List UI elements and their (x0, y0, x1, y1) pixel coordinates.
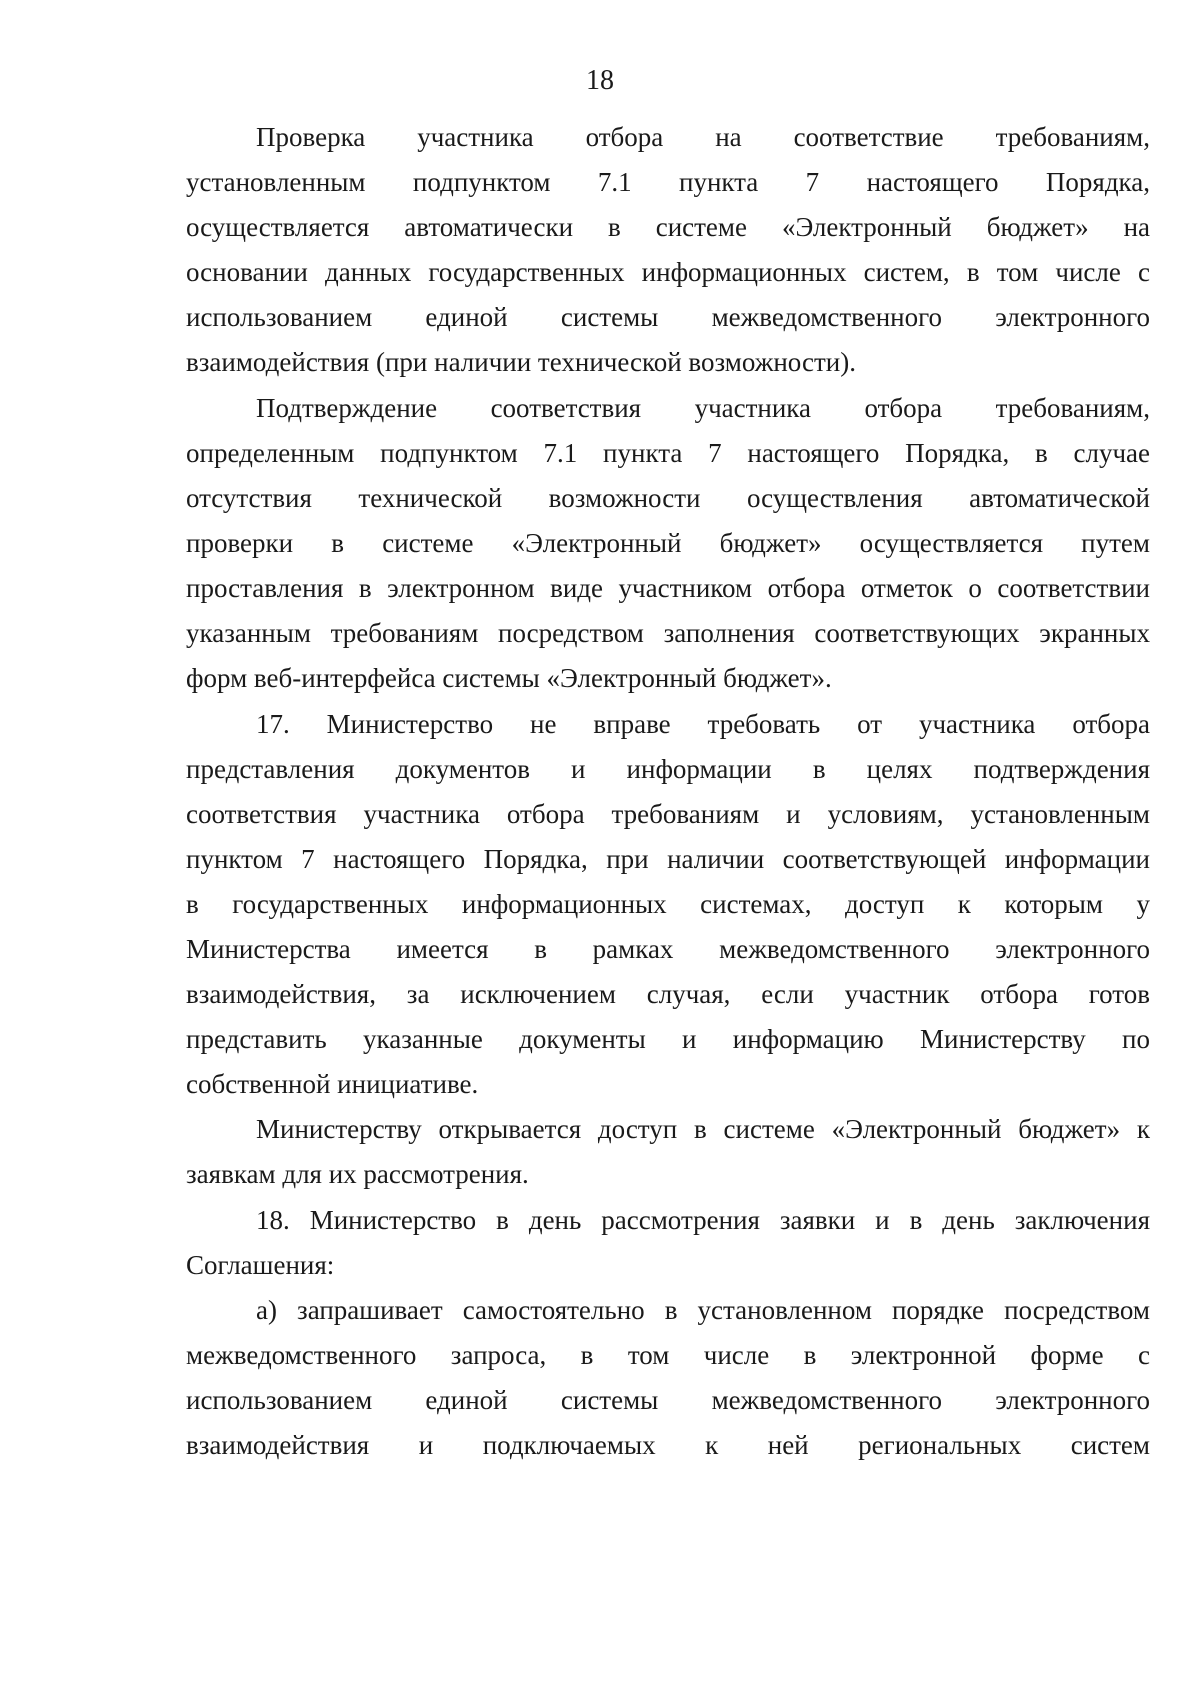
text-line: взаимодействия (при наличии технической возможности). (186, 347, 856, 377)
text-line: взаимодействия и подключаемых к ней региональных систем (186, 1430, 1150, 1460)
text-line: Министерству открывается доступ в системе «Электронный бюджет» к (256, 1114, 1150, 1144)
text-line: отсутствия технической возможности осуществления автоматической (186, 483, 1150, 513)
text-line: Соглашения: (186, 1250, 335, 1280)
text-line: в государственных информационных системах, доступ к которым у (186, 889, 1150, 919)
text-line: а) запрашивает самостоятельно в установленном порядке посредством (256, 1295, 1150, 1325)
text-line: проставления в электронном виде участником отбора отметок о соответствии (186, 573, 1150, 603)
text-line: проверки в системе «Электронный бюджет» осуществляется путем (186, 528, 1150, 558)
text-line: осуществляется автоматически в системе «Электронный бюджет» на (186, 212, 1150, 242)
text-line: межведомственного запроса, в том числе в электронной форме с (186, 1340, 1150, 1370)
text-line: взаимодействия, за исключением случая, если участник отбора готов (186, 979, 1150, 1009)
text-line: установленным подпунктом 7.1 пункта 7 настоящего Порядка, (186, 167, 1150, 197)
text-line: основании данных государственных информационных систем, в том числе с (186, 257, 1150, 287)
text-line: 18. Министерство в день рассмотрения заявки и в день заключения (256, 1205, 1150, 1235)
text-line: собственной инициативе. (186, 1069, 479, 1099)
text-line: представить указанные документы и информацию Министерству по (186, 1024, 1150, 1054)
text-line: указанным требованиям посредством заполнения соответствующих экранных (186, 618, 1150, 648)
text-line: Министерства имеется в рамках межведомственного электронного (186, 934, 1150, 964)
text-line: пунктом 7 настоящего Порядка, при наличии соответствующей информации (186, 844, 1150, 874)
text-line: определенным подпунктом 7.1 пункта 7 настоящего Порядка, в случае (186, 438, 1150, 468)
text-line: использованием единой системы межведомственного электронного (186, 1385, 1150, 1415)
text-line: форм веб-интерфейса системы «Электронный бюджет». (186, 663, 832, 693)
text-line: Подтверждение соответствия участника отбора требованиям, (256, 393, 1150, 423)
text-line: использованием единой системы межведомственного электронного (186, 302, 1150, 332)
text-line: заявкам для их рассмотрения. (186, 1159, 529, 1189)
text-line: Проверка участника отбора на соответствие требованиям, (256, 122, 1150, 152)
text-line: 17. Министерство не вправе требовать от участника отбора (256, 709, 1150, 739)
page-number: 18 (586, 65, 614, 96)
text-line: представления документов и информации в целях подтверждения (186, 754, 1150, 784)
text-line: соответствия участника отбора требованиям и условиям, установленным (186, 799, 1150, 829)
